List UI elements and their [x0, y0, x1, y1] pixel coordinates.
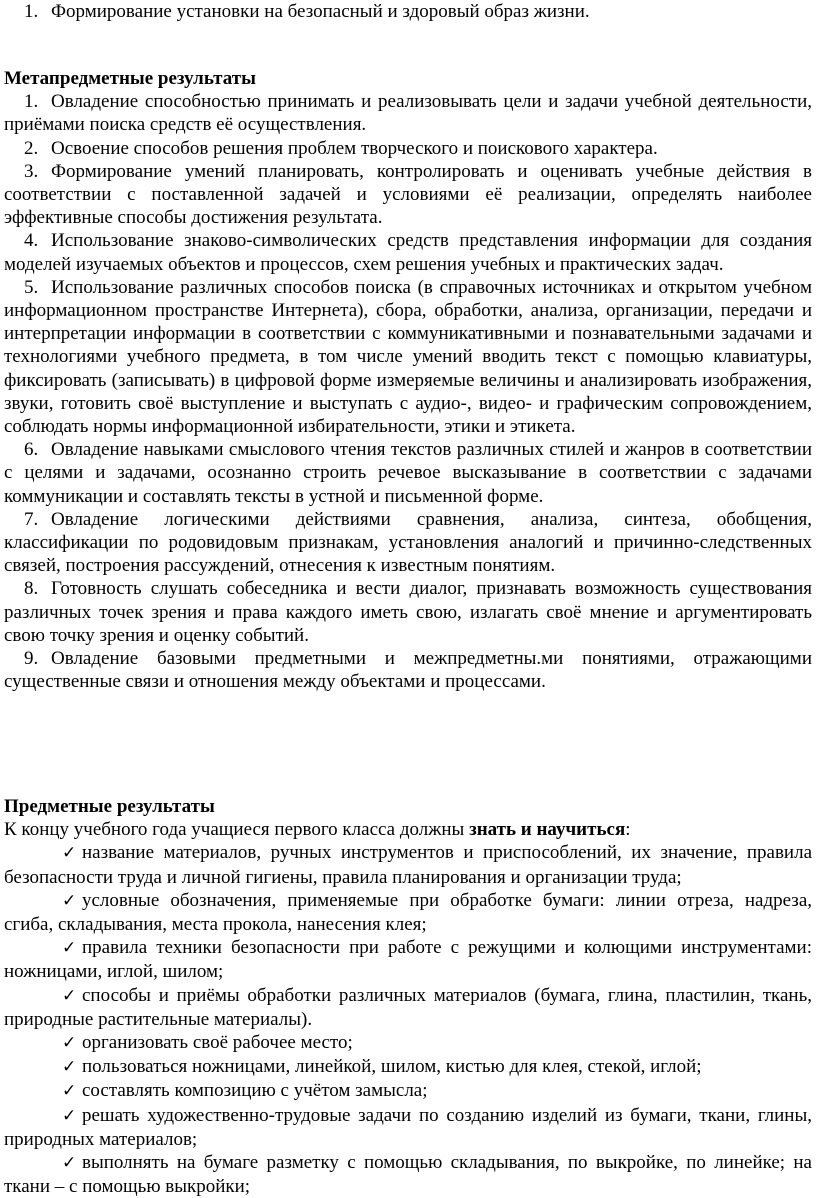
- subject-results-section: [4, 795, 812, 1198]
- check-item-text: составлять композицию с учётом замысла;: [82, 1080, 428, 1102]
- check-item-text: пользоваться ножницами, линейкой, шилом, кистью для клея, стекой, иглой;: [82, 1056, 702, 1078]
- checkmark-icon: ✓: [62, 1081, 77, 1102]
- check-item-3: [4, 936, 812, 983]
- meta-item-text: Использование различных способов поиска (в справочных источниках и открытом учебном информационном пространстве Интернета), сбора, обработки, анализа, организации, передачи и интерпретации информации в соответствии с коммуникативными и познавательными задачами и технологиями учебного предмета, в том числе умений вводить текст с помощью клавиатуры, фиксировать (записывать) в цифровой форме измеряемые величины и анализировать изображения, звуки, готовить своё выступление и выступать с аудио-, видео- и графическим сопровождением, соблюдать нормы информационной избирательности, этики и этикета.: [4, 276, 812, 438]
- meta-item-8: [4, 577, 812, 647]
- subject-results-heading: Предметные результаты: [4, 796, 215, 817]
- meta-item-number: 4.: [24, 230, 39, 252]
- check-item-4: [4, 984, 812, 1031]
- meta-item-number: 2.: [24, 137, 39, 159]
- lead-text: К концу учебного года учащиеся первого класса должны: [4, 819, 470, 841]
- meta-item-number: 3.: [24, 160, 39, 182]
- meta-item-7: [4, 508, 812, 578]
- check-item-text: выполнять на бумаге разметку с помощью складывания, по выкройке, по линейке; на ткани – с помощью выкройки;: [4, 1152, 812, 1198]
- checkmark-icon: ✓: [62, 985, 77, 1006]
- meta-item-3: [4, 160, 812, 230]
- meta-item-number: 7.: [24, 508, 39, 530]
- check-item-text: правила техники безопасности при работе с режущими и колющими инструментами: ножницами, иглой, шилом;: [4, 937, 812, 983]
- checkmark-icon: ✓: [62, 1153, 77, 1174]
- intro-item-text: Формирование установки на безопасный и здоровый образ жизни.: [51, 1, 590, 22]
- check-item-5: [4, 1031, 812, 1055]
- intro-item: [4, 0, 812, 23]
- intro-list: [4, 0, 812, 23]
- check-item-text: решать художественно-трудовые задачи по созданию изделий из бумаги, ткани, глины, природных материалов;: [4, 1104, 812, 1150]
- meta-item-text: Овладение способностью принимать и реализовывать цели и задачи учебной деятельности, приёмами поиска средств её осуществления.: [4, 91, 812, 136]
- checkmark-icon: ✓: [62, 1105, 77, 1126]
- meta-item-text: Овладение базовыми предметными и межпредметны.ми понятиями, отражающими существенные связи и отношения между объектами и процессами.: [4, 648, 812, 693]
- check-item-6: [4, 1055, 812, 1079]
- meta-item-text: Овладение навыками смыслового чтения текстов различных стилей и жанров в соответствии с целями и задачами, осознанно строить речевое высказывание в соответствии с задачами коммуникации и составлять тексты в устной и письменной форме.: [4, 439, 812, 507]
- meta-item-6: [4, 438, 812, 508]
- checkmark-icon: ✓: [62, 843, 77, 864]
- intro-item-number: 1.: [24, 1, 39, 22]
- lead-bold-text: знать и научиться: [469, 819, 626, 841]
- meta-item-2: [4, 137, 812, 160]
- meta-item-5: [4, 276, 812, 438]
- lead-colon: :: [625, 819, 631, 841]
- metasubject-heading: Метапредметные результаты: [4, 68, 256, 89]
- meta-item-number: 9.: [24, 648, 39, 670]
- check-item-text: способы и приёмы обработки различных материалов (бумага, глина, пластилин, ткань, природные растительные материалы).: [4, 984, 812, 1030]
- checkmark-icon: ✓: [62, 938, 77, 959]
- check-item-text: название материалов, ручных инструментов и приспособлений, их значение, правила безопасности труда и личной гигиены, правила планирования и организации труда;: [4, 842, 812, 888]
- meta-item-text: Овладение логическими действиями сравнения, анализа, синтеза, обобщения, классификации по родовидовым признакам, установления аналогий и причинно-следственных связей, построения рассуждений, отнесения к известным понятиям.: [4, 508, 812, 577]
- meta-item-number: 6.: [24, 439, 39, 461]
- meta-item-text: Освоение способов решения проблем творческого и поискового характера.: [51, 137, 658, 159]
- meta-item-4: [4, 229, 812, 275]
- check-item-text: организовать своё рабочее место;: [82, 1032, 353, 1054]
- meta-item-1: [4, 90, 812, 136]
- meta-item-number: 8.: [24, 578, 39, 600]
- check-item-1: [4, 841, 812, 888]
- check-item-text: условные обозначения, применяемые при обработке бумаги: линии отреза, надреза, сгиба, складывания, места прокола, нанесения клея;: [4, 889, 812, 936]
- meta-item-number: 5.: [24, 276, 39, 298]
- check-item-2: [4, 889, 812, 936]
- check-item-7: [4, 1079, 812, 1103]
- checkmark-icon: ✓: [62, 1033, 77, 1054]
- meta-item-9: [4, 647, 812, 693]
- check-item-9: [4, 1151, 812, 1198]
- metasubject-section: [4, 67, 812, 693]
- checkmark-icon: ✓: [62, 1057, 77, 1078]
- checkmark-icon: ✓: [62, 890, 77, 911]
- meta-item-text: Формирование умений планировать, контролировать и оценивать учебные действия в соответствии с поставленной задачей и условиями её реализации, определять наиболее эффективные способы достижения результата.: [4, 160, 812, 229]
- meta-item-text: Использование знаково-символических средств представления информации для создания моделей изучаемых объектов и процессов, схем решения учебных и практических задач.: [4, 230, 812, 275]
- meta-item-text: Готовность слушать собеседника и вести диалог, признавать возможность существования различных точек зрения и права каждого иметь свою, излагать своё мнение и аргументировать свою точку зрения и оценку событий.: [4, 578, 812, 646]
- subject-results-lead: [4, 818, 812, 841]
- check-item-8: [4, 1104, 812, 1151]
- meta-item-number: 1.: [24, 91, 39, 113]
